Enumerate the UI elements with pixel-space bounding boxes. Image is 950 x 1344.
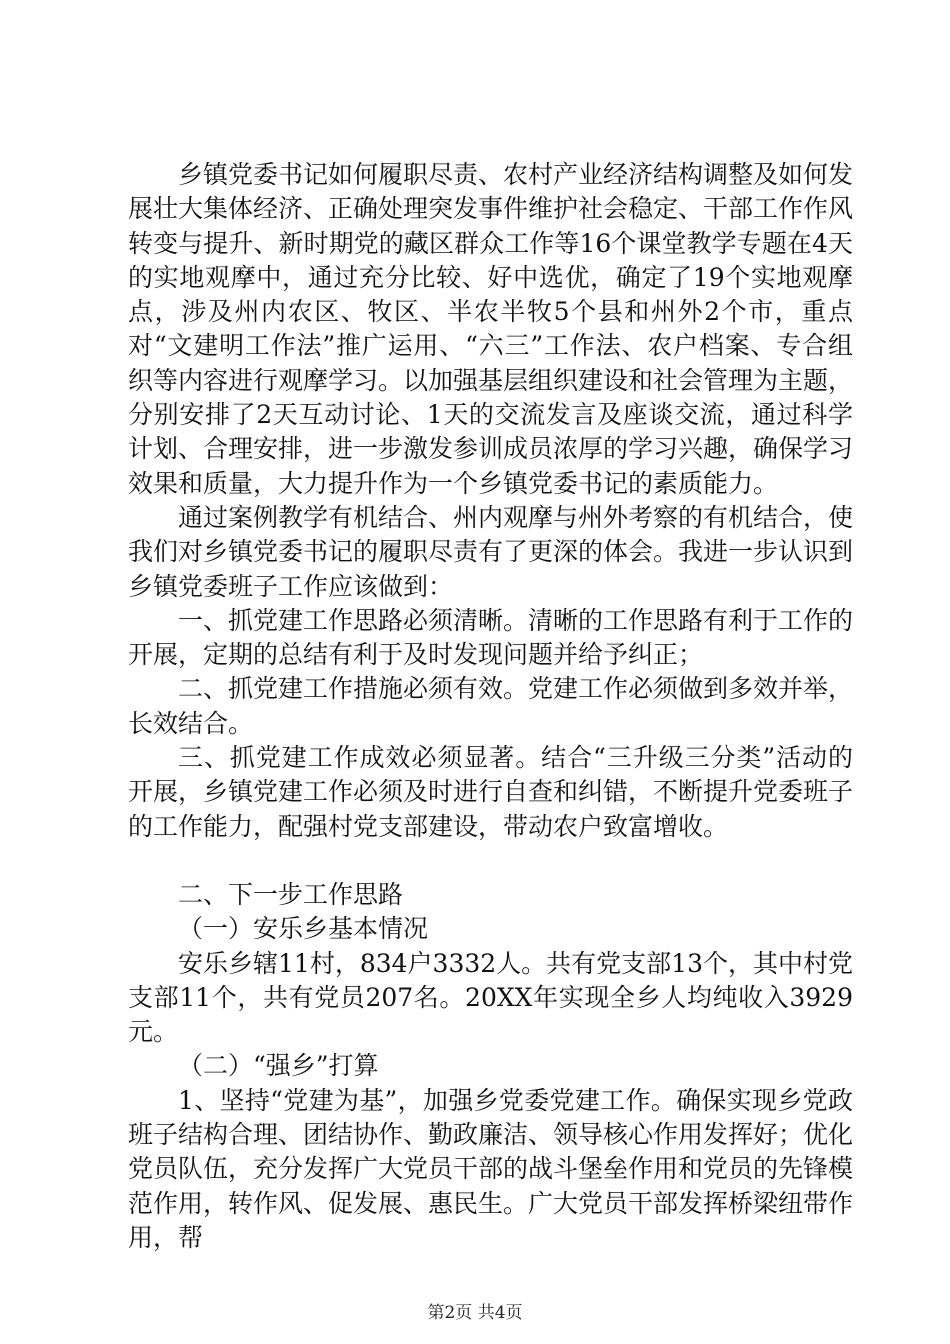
page-number-footer: 第2页 共4页 [427,1303,523,1323]
subheading-basic-info: （一）安乐乡基本情况 [178,914,429,944]
paragraph-experience: 通过案例教学有机结合、州内观摩与州外考察的有机结合，使我们对乡镇党委书记的履职尽责有了更深的体会。我进一步认识到乡镇党委班子工作应该做到： [128,502,854,601]
paragraph-training-content: 乡镇党委书记如何履职尽责、农村产业经济结构调整及如何发展壮大集体经济、正确处理突发事件维护社会稳定、干部工作作风转变与提升、新时期党的藏区群众工作等16个课堂教学专题在4天的实地观摩中，通过充分比较、好中选优，确定了19个实地观摩点，涉及州内农区、牧区、半农半牧5个县和州外2个市，重点对“文建明工作法”推广运用、“六三”工作法、农户档案、专合组织等内容进行观摩学习。以加强基层组织建设和社会管理为主题，分别安排了2天互动讨论、1天的交流发言及座谈交流，通过科学计划、合理安排，进一步激发参训成员浓厚的学习兴趣，确保学习效果和质量，大力提升作为一个乡镇党委书记的素质能力。 [128,160,854,498]
paragraph-point-three: 三、抓党建工作成效必须显著。结合“三升级三分类”活动的开展，乡镇党建工作必须及时进行自查和纠错，不断提升党委班子的工作能力，配强村党支部建设，带动农户致富增收。 [128,743,854,841]
paragraph-point-two: 二、抓党建工作措施必须有效。党建工作必须做到多效并举，长效结合。 [128,674,854,738]
section-spacer [128,844,853,878]
paragraph-point-one: 一、抓党建工作思路必须清晰。清晰的工作思路有利于工作的开展，定期的总结有利于及时发现问题并给予纠正； [128,605,854,670]
paragraph-plan: 1、坚持“党建为基”，加强乡党委党建工作。确保实现乡党政班子结构合理、团结协作、勤政廉洁、领导核心作用发挥好；优化党员队伍，充分发挥广大党员干部的战斗堡垒作用和党员的先锋模范作用，转作风、促发展、惠民生。广大党员干部发挥桥梁纽带作用，帮 [128,1085,854,1252]
section-heading: 二、下一步工作思路 [178,879,404,909]
document-body [128,158,853,1255]
subheading-plan: （二）“强乡”打算 [178,1051,379,1081]
paragraph-basic-info: 安乐乡辖11村，834户3332人。共有党支部13个，其中村党支部11个，共有党员207名。20XX年实现全乡人均纯收入3929元。 [128,948,853,1047]
